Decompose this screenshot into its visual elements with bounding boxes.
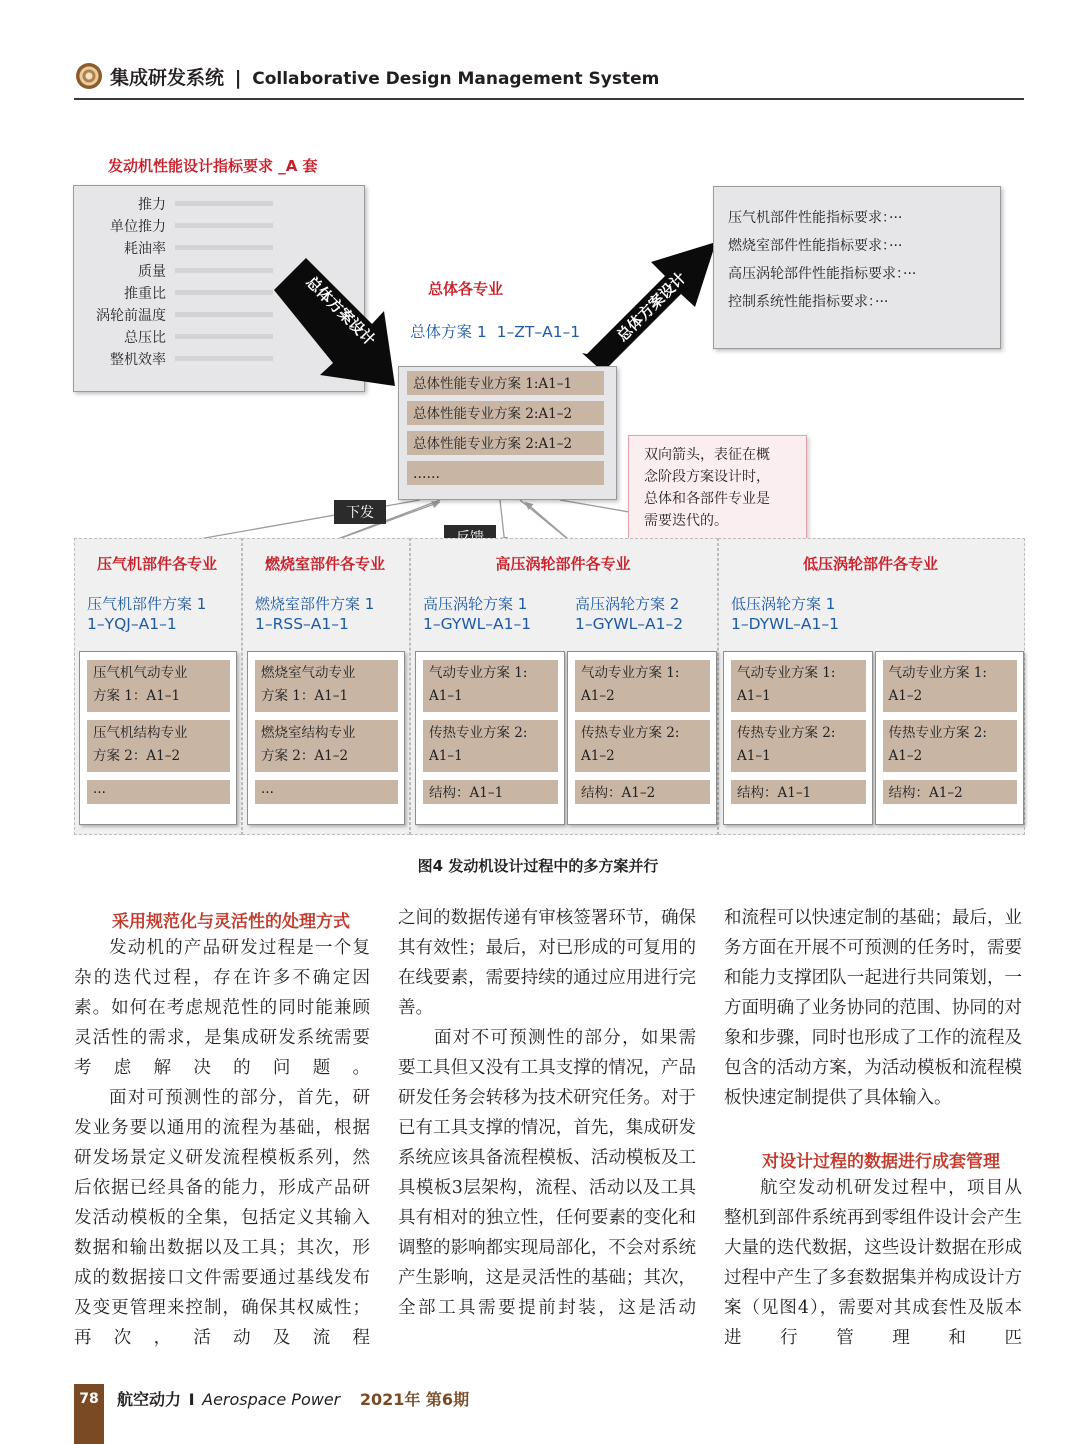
scheme-item-line: 燃烧室气动专业	[261, 665, 356, 681]
scheme-item-line: 方案 1：A1–1	[261, 688, 349, 704]
hp-turbine-scheme-item: 结构：A1–1	[423, 780, 558, 804]
iteration-note	[628, 435, 807, 545]
compressor-scheme-item	[87, 660, 230, 712]
parameter-label: 涡轮前温度	[96, 308, 166, 324]
scheme-item-line: 传热专业方案 2:	[429, 725, 528, 741]
lp-turbine-scheme-box	[875, 651, 1025, 825]
overall-scheme-item: 总体性能专业方案 2:A1–2	[407, 401, 604, 425]
requirements-title: 发动机性能设计指标要求 _A 套	[108, 157, 318, 175]
compressor-scheme-code: 1–YQJ–A1–1	[87, 615, 177, 633]
combustor-scheme-box	[247, 651, 405, 825]
scheme-item-line: 传热专业方案 2:	[737, 725, 836, 741]
scheme-item-line: A1–1	[737, 748, 771, 764]
combustor-scheme-item	[255, 720, 398, 772]
scheme-item-line: A1–2	[888, 688, 923, 704]
overall-scheme-item: 总体性能专业方案 1:A1–1	[407, 371, 604, 395]
right-arrow-label: 总体方案设计	[613, 268, 690, 346]
overall-scheme-item: 总体性能专业方案 2:A1–2	[407, 431, 604, 455]
col3-paragraph-2: 航空发动机研发过程中，项目从整机到部件系统再到零组件设计会产生大量的迭代数据，这些设计数据在形成过程中产生了多套数据集并构成设计方案（见图4），需要对其成套性及版本进行管理和匹	[724, 1178, 1022, 1348]
figure-caption: 图4 发动机设计过程中的多方案并行	[417, 857, 659, 875]
journal-footer	[117, 1387, 469, 1410]
hp-turbine-scheme-item	[575, 660, 710, 712]
scheme-item-line: 气动专业方案 1:	[737, 665, 836, 681]
scheme-item-line: 气动专业方案 1:	[581, 665, 680, 681]
parameter-label: 推重比	[124, 285, 166, 302]
scheme-item-line: 传热专业方案 2:	[581, 725, 680, 741]
lp-turbine-scheme-code: 1–DYWL–A1–1	[731, 615, 839, 633]
iteration-note-line: 总体和各部件专业是	[644, 491, 770, 507]
scheme-item-line: A1–1	[737, 688, 771, 704]
left-arrow-label: 总体方案设计	[302, 272, 379, 350]
header-title-en: Collaborative Design Management System	[252, 69, 660, 89]
scheme-item-line: A1–2	[888, 748, 923, 764]
overall-scheme: 总体方案 1 1–ZT–A1–1	[410, 323, 581, 341]
header-title-cn: 集成研发系统	[110, 67, 225, 89]
journal-name-cn: 航空动力	[117, 1390, 182, 1409]
scheme-item-line: 气动专业方案 1:	[888, 665, 987, 681]
hp-turbine-scheme-item	[423, 660, 558, 712]
scheme-item-line: 方案 2：A1–2	[93, 748, 181, 764]
combustor-scheme-item: ···	[255, 780, 398, 804]
combustor-scheme-name: 燃烧室部件方案 1	[255, 595, 375, 613]
journal-name-en: Aerospace Power	[202, 1390, 341, 1409]
component-requirements-panel	[713, 186, 1001, 349]
iteration-note-line: 双向箭头，表征在概	[644, 447, 770, 463]
component-requirement: 燃烧室部件性能指标要求：···	[728, 238, 903, 254]
compressor-scheme-item	[87, 720, 230, 772]
lp-turbine-scheme-item	[731, 720, 866, 772]
scheme-item-line: A1–1	[429, 688, 463, 704]
scheme-item-line: 传热专业方案 2:	[888, 725, 987, 741]
journal-separator: I	[188, 1390, 195, 1409]
lp-turbine-scheme-name: 低压涡轮方案 1	[731, 595, 836, 613]
component-requirement: 压气机部件性能指标要求：···	[728, 210, 903, 226]
lp-turbine-title: 低压涡轮部件各专业	[802, 555, 938, 573]
col1-heading: 采用规范化与灵活性的处理方式	[112, 912, 350, 932]
combustor-scheme-code: 1–RSS–A1–1	[255, 615, 349, 633]
parameter-label: 单位推力	[110, 219, 166, 236]
scheme-item-line: A1–2	[581, 688, 615, 704]
scheme-item-line: 气动专业方案 1:	[429, 665, 528, 681]
issue-tag: 下发	[334, 500, 386, 524]
journal-issue: 2021年 第6期	[359, 1390, 470, 1409]
scheme-item-line: A1–2	[581, 748, 615, 764]
lp-turbine-scheme-box	[723, 651, 873, 825]
hp-turbine-scheme-code: 1–GYWL–A1–1	[423, 615, 532, 633]
scheme-item-line: 方案 2：A1–2	[261, 748, 349, 764]
compressor-scheme-item: ···	[87, 780, 230, 804]
hp-turbine-scheme-item: 结构：A1–2	[575, 780, 710, 804]
component-requirement: 高压涡轮部件性能指标要求：···	[728, 266, 917, 282]
col2-paragraph-1: 之间的数据传递有审核签署环节，确保其有效性；最后，对已形成的可复用的在线要素，需要持续的通过应用进行完善。	[398, 908, 696, 1018]
scheme-item-line: 燃烧室结构专业	[261, 725, 356, 741]
iteration-note-line: 念阶段方案设计时，	[644, 469, 770, 485]
scheme-item-line: 方案 1：A1–1	[93, 688, 181, 704]
header-separator: |	[234, 67, 242, 89]
parameter-label: 推力	[138, 197, 166, 213]
hp-turbine-scheme-item	[423, 720, 558, 772]
left-design-arrow	[274, 258, 395, 386]
component-requirement: 控制系统性能指标要求：···	[728, 294, 889, 310]
col2-paragraph-2: 面对不可预测性的部分，如果需要工具但又没有工具支撑的情况，产品研发任务会转移为技术研究任务。对于已有工具支撑的情况，首先，集成研发系统应该具备流程模板、活动模板及工具模板3层架构，流程、活动以及工具具有相对的独立性，任何要素的变化和调整的影响都实现局部化，不会对系统产生影响，这是灵活性的基础；其次，全部工具需要提前封装，这是活动	[398, 1028, 696, 1318]
col3-heading: 对设计过程的数据进行成套管理	[762, 1152, 1000, 1172]
overall-scheme-item: ……	[407, 461, 604, 485]
iteration-note-line: 需要迭代的。	[644, 513, 728, 529]
compressor-title: 压气机部件各专业	[96, 555, 217, 573]
scheme-item-line: 压气机气动专业	[93, 665, 188, 681]
combustor-title: 燃烧室部件各专业	[264, 555, 385, 573]
page-number: 78	[79, 1391, 99, 1407]
col1-paragraph-1: 发动机的产品研发过程是一个复杂的迭代过程，存在许多不确定因素。如何在考虑规范性的同时能兼顾灵活性的需求，是集成研发系统需要考虑解决的问题。	[74, 938, 370, 1078]
hp-turbine-scheme-box	[567, 651, 717, 825]
page-number-tab	[74, 1384, 104, 1444]
lp-turbine-scheme-item	[883, 720, 1018, 772]
scheme-item-line: 压气机结构专业	[93, 725, 188, 741]
compressor-scheme-name: 压气机部件方案 1	[87, 595, 207, 613]
col1-paragraph-2: 面对可预测性的部分，首先，研发业务要以通用的流程为基础，根据研发场景定义研发流程模板系列，然后依据已经具备的能力，形成产品研发活动模板的全集，包括定义其输入数据和输出数据以及工具；其次，形成的数据接口文件需要通过基线发布及变更管理来控制，确保其权威性；再次，活动及流程	[74, 1088, 370, 1348]
hp-turbine-scheme-item	[575, 720, 710, 772]
lp-turbine-scheme-item	[883, 660, 1018, 712]
combustor-scheme-item	[255, 660, 398, 712]
hp-turbine-scheme-name: 高压涡轮方案 2	[575, 595, 680, 613]
hp-turbine-scheme-name: 高压涡轮方案 1	[423, 595, 528, 613]
scheme-item-line: A1–1	[429, 748, 463, 764]
iteration-note-text	[644, 444, 770, 532]
compressor-scheme-box	[79, 651, 237, 825]
parameter-label: 总压比	[124, 330, 166, 347]
parameter-label: 耗油率	[124, 241, 166, 258]
lp-turbine-scheme-item: 结构：A1–2	[883, 780, 1018, 804]
hp-turbine-title: 高压涡轮部件各专业	[495, 555, 631, 573]
lp-turbine-scheme-item: 结构：A1–1	[731, 780, 866, 804]
hp-turbine-scheme-box	[415, 651, 565, 825]
parameter-label: 整机效率	[110, 352, 166, 369]
col3-paragraph-1: 和流程可以快速定制的基础；最后，业务方面在开展不可预测的任务时，需要和能力支撑团队一起进行共同策划，一方面明确了业务协同的范围、协同的对象和步骤，同时也形成了工作的流程及包含的活动方案，为活动模板和流程模板快速定制提供了具体输入。	[724, 908, 1022, 1108]
parameter-label: 质量	[138, 263, 166, 280]
overall-title: 总体各专业	[428, 280, 504, 298]
overall-scheme-panel	[398, 366, 617, 500]
lp-turbine-scheme-item	[731, 660, 866, 712]
hp-turbine-scheme-code: 1–GYWL–A1–2	[575, 615, 684, 633]
